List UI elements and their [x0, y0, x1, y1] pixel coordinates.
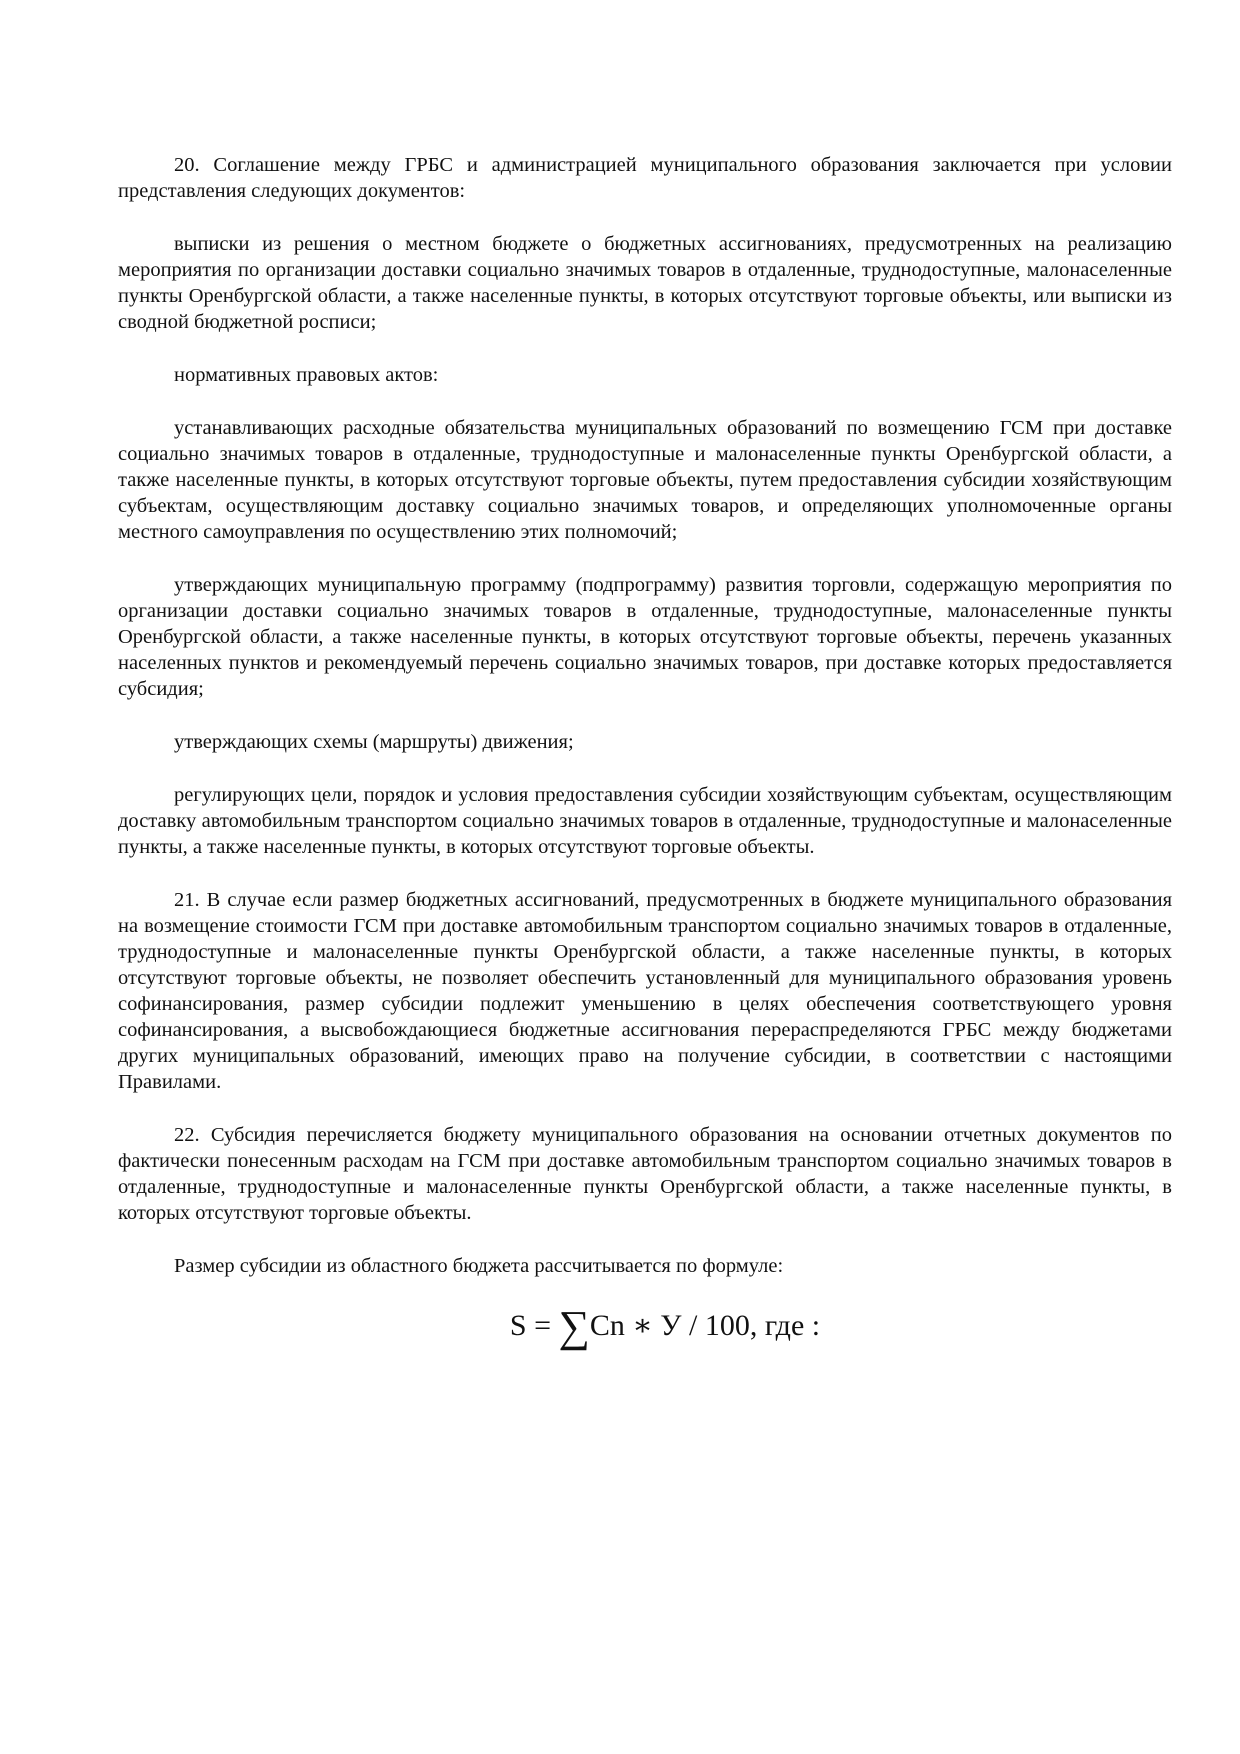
paragraph-21: 21. В случае если размер бюджетных ассигнований, предусмотренных в бюджете муниципального образования на возмещение стоимости ГСМ при доставке автомобильным транспортом социально значимых товаров в отдаленные, труднодоступные и малонаселенные пункты Оренбургской области, а также населенные пункты, в которых отсутствуют торговые объекты, не позволяет обеспечить установленный для муниципального образования уровень софинансирования, размер субсидии подлежит уменьшению в целях обеспечения соответствующего уровня софинансирования, а высвобождающиеся бюджетные ассигнования перераспределяются ГРБС между бюджетами других муниципальных образований, имеющих право на получение субсидии, в соответствии с настоящими Правилами.: [118, 889, 1172, 1093]
paragraph-20: 20. Соглашение между ГРБС и администрацией муниципального образования заключается при условии представления следующих документов:: [118, 154, 1172, 202]
document-page: [118, 152, 1172, 1351]
formula-lhs: S =: [509, 1309, 552, 1342]
paragraph-extract: выписки из решения о местном бюджете о бюджетных ассигнованиях, предусмотренных на реализацию мероприятия по организации доставки социально значимых товаров в отдаленные, труднодоступные, малонаселенные пункты Оренбургской области, а также населенные пункты, в которых отсутствуют торговые объекты, или выписки из сводной бюджетной росписи;: [118, 233, 1172, 333]
paragraph-regulating: регулирующих цели, порядок и условия предоставления субсидии хозяйствующим субъектам, осуществляющим доставку автомобильным транспортом социально значимых товаров в отдаленные, труднодоступные и малонаселенные пункты, а также населенные пункты, в которых отсутствуют торговые объекты.: [118, 784, 1172, 858]
paragraph-formula-intro: Размер субсидии из областного бюджета рассчитывается по формуле:: [174, 1255, 784, 1277]
paragraph-normative-acts: нормативных правовых актов:: [174, 364, 439, 386]
formula-rhs: Cn ∗ У / 100, где :: [589, 1309, 821, 1342]
sigma-symbol: ∑: [558, 1302, 590, 1351]
subsidy-formula: [118, 1302, 1172, 1351]
paragraph-establishing: устанавливающих расходные обязательства муниципальных образований по возмещению ГСМ при доставке социально значимых товаров в отдаленные, труднодоступные и малонаселенные пункты Оренбургской области, а также населенные пункты, в которых отсутствуют торговые объекты, путем предоставления субсидии хозяйствующим субъектам, осуществляющим доставку социально значимых товаров, и определяющих уполномоченные органы местного самоуправления по осуществлению этих полномочий;: [118, 417, 1172, 543]
paragraph-approving-program: утверждающих муниципальную программу (подпрограмму) развития торговли, содержащую мероприятия по организации доставки социально значимых товаров в отдаленные, труднодоступные, малонаселенные пункты Оренбургской области, а также населенные пункты, в которых отсутствуют торговые объекты, перечень указанных населенных пунктов и рекомендуемый перечень социально значимых товаров, при доставке которых предоставляется субсидия;: [118, 574, 1172, 700]
paragraph-22: 22. Субсидия перечисляется бюджету муниципального образования на основании отчетных документов по фактически понесенным расходам на ГСМ при доставке автомобильным транспортом социально значимых товаров в отдаленные, труднодоступные и малонаселенные пункты Оренбургской области, а также населенные пункты, в которых отсутствуют торговые объекты.: [118, 1124, 1172, 1224]
paragraph-approving-routes: утверждающих схемы (маршруты) движения;: [174, 731, 574, 753]
